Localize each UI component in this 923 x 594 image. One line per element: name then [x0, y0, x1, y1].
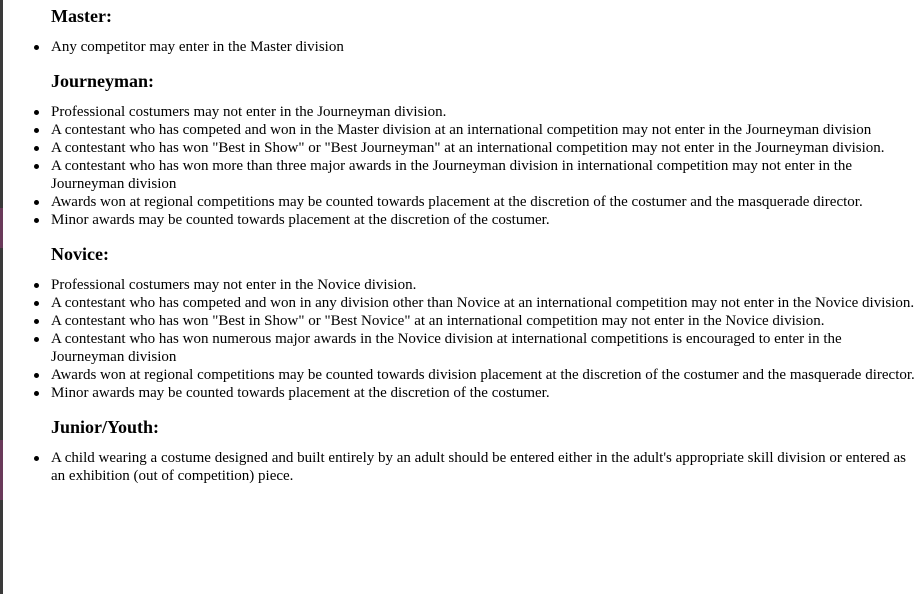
document-body: [11, 0, 923, 485]
list-item: Minor awards may be counted towards placement at the discretion of the costumer.: [51, 384, 917, 402]
rules-list: [11, 276, 917, 402]
section-heading: Novice:: [51, 244, 109, 264]
left-edge-tint: [0, 208, 3, 248]
list-item: A contestant who has won "Best in Show" or "Best Journeyman" at an international competition may not enter in the Journeyman division.: [51, 139, 917, 157]
left-window-edge: [0, 0, 3, 594]
rules-list: [11, 449, 917, 485]
list-item: Awards won at regional competitions may be counted towards division placement at the discretion of the costumer and the masquerade director.: [51, 366, 917, 384]
rules-list: [11, 103, 917, 229]
section-heading: Junior/Youth:: [51, 417, 160, 437]
rules-list: [11, 38, 917, 56]
section-novice: [11, 229, 923, 402]
left-edge-tint: [0, 440, 3, 500]
list-item: A contestant who has competed and won in any division other than Novice at an international competition may not enter in the Novice division.: [51, 294, 917, 312]
list-item: Professional costumers may not enter in the Journeyman division.: [51, 103, 917, 121]
section-heading: Master:: [51, 6, 112, 26]
section-master: [11, 0, 923, 56]
list-item: Any competitor may enter in the Master division: [51, 38, 917, 56]
list-item: A contestant who has won numerous major awards in the Novice division at international competitions is encouraged to enter in the Journeyman division: [51, 330, 917, 366]
section-journeyman: [11, 56, 923, 229]
list-item: A child wearing a costume designed and built entirely by an adult should be entered either in the adult's appropriate skill division or entered as an exhibition (out of competition) piece.: [51, 449, 917, 485]
list-item: Awards won at regional competitions may be counted towards placement at the discretion of the costumer and the masquerade director.: [51, 193, 917, 211]
section-junior-youth: [11, 402, 923, 485]
list-item: A contestant who has won "Best in Show" or "Best Novice" at an international competition may not enter in the Novice division.: [51, 312, 917, 330]
list-item: A contestant who has competed and won in the Master division at an international competition may not enter in the Journeyman division: [51, 121, 917, 139]
list-item: Professional costumers may not enter in the Novice division.: [51, 276, 917, 294]
list-item: A contestant who has won more than three major awards in the Journeyman division in international competition may not enter in the Journeyman division: [51, 157, 917, 193]
section-heading: Journeyman:: [51, 71, 154, 91]
list-item: Minor awards may be counted towards placement at the discretion of the costumer.: [51, 211, 917, 229]
